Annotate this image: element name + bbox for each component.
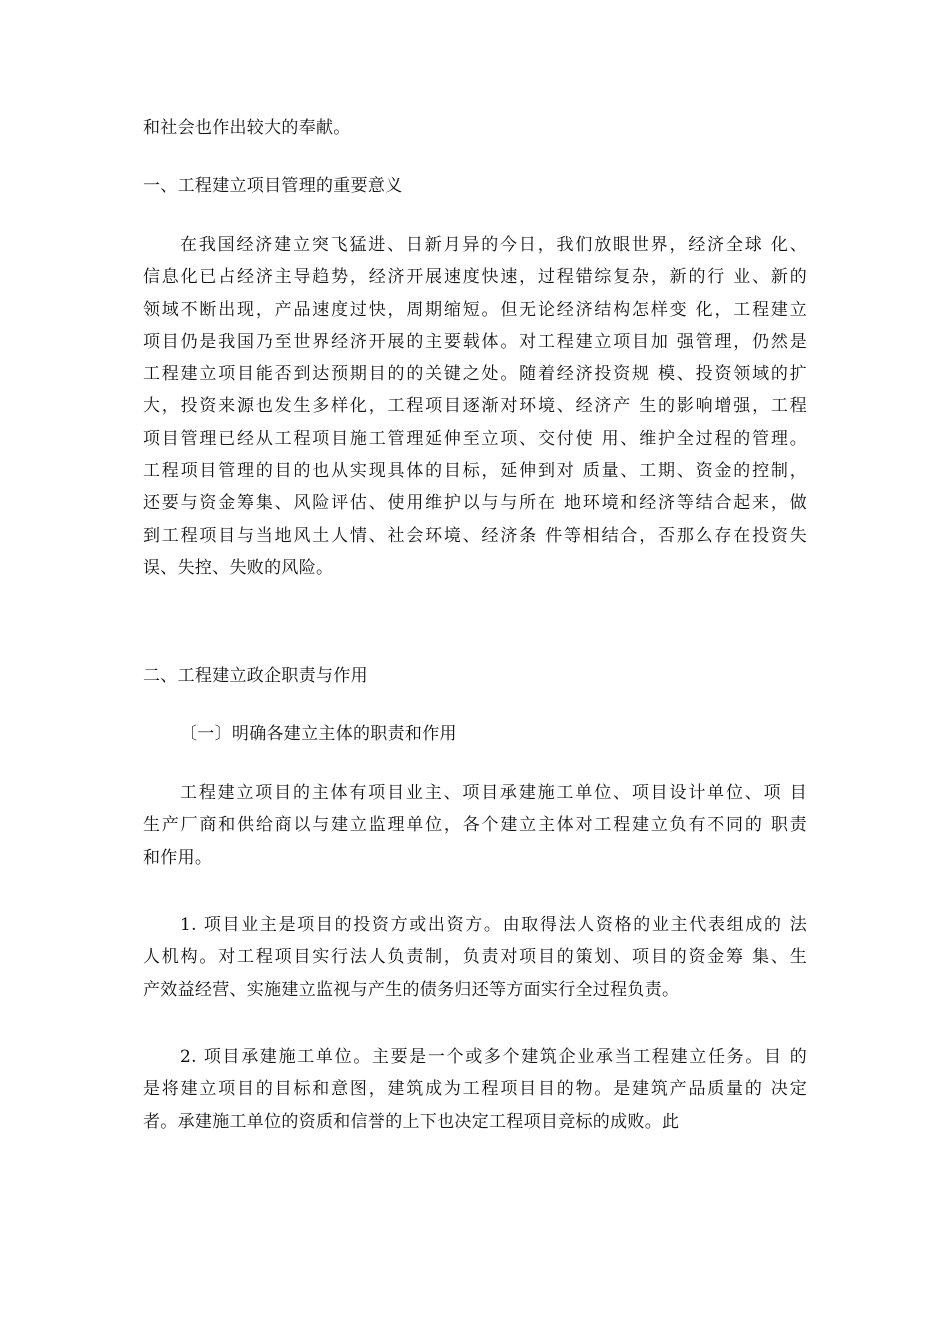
paragraph-contractor [143, 1041, 807, 1138]
paragraph-entities [143, 777, 807, 874]
heading-line: 二、工程建立政企职责与作用 [143, 666, 368, 686]
text-line: 领域不断出现，产品速度过快，周期缩短。但无论经济结构怎样变 化，工程建立 [143, 299, 807, 320]
text-line: 者。承建施工单位的资质和信誉的上下也决定工程项目竞标的成败。此 [143, 1111, 680, 1132]
text-line: 在我国经济建立突飞猛进、日新月异的今日，我们放眼世界，经济全球 化、 [180, 235, 807, 255]
paragraph-owner [143, 909, 807, 1006]
text-line: 项目仍是我国乃至世界经济开展的主要载体。对工程建立项目加 强管理，仍然是 [143, 331, 807, 352]
paragraph-continuation [143, 112, 807, 144]
text-line: 产效益经营、实施建立监视与产生的债务归还等方面实行全过程负责。 [143, 979, 680, 1000]
text-line: 是将建立项目的目标和意图，建筑成为工程项目目的物。是建筑产品质量的 决定 [143, 1079, 807, 1100]
text-line: 项目管理已经从工程项目施工管理延伸至立项、交付使 用、维护全过程的管理。 [143, 428, 807, 449]
text-line: 和社会也作出较大的奉献。 [143, 118, 351, 138]
text-line: 信息化已占经济主导趋势，经济开展速度快速，过程错综复杂，新的行 业、新的 [143, 267, 807, 288]
paragraph-significance [143, 229, 807, 584]
heading-line: 〔一〕明确各建立主体的职责和作用 [180, 724, 457, 744]
text-line: 生产厂商和供给商以与建立监理单位，各个建立主体对工程建立负有不同的 职责 [143, 815, 807, 836]
text-line: 人机构。对工程项目实行法人负责制，负责对项目的策划、项目的资金筹 集、生 [143, 947, 807, 968]
text-line: 1. 项目业主是项目的投资方或出资方。由取得法人资格的业主代表组成的 法 [180, 915, 807, 935]
subsection-heading-1 [143, 718, 807, 750]
text-line: 大，投资来源也发生多样化，工程项目逐渐对环境、经济产 生的影响增强，工程 [143, 396, 807, 417]
text-line: 和作用。 [143, 847, 213, 868]
text-line: 到工程项目与当地风土人情、社会环境、经济条 件等相结合，否那么存在投资失 [143, 525, 807, 546]
text-line: 工程建立项目能否到达预期目的的关键之处。随着经济投资规 模、投资领域的扩 [143, 364, 807, 385]
section-heading-2 [143, 660, 807, 692]
section-heading-1 [143, 170, 807, 202]
text-line: 工程建立项目的主体有项目业主、项目承建施工单位、项目设计单位、项 目 [180, 783, 807, 803]
text-line: 2. 项目承建施工单位。主要是一个或多个建筑企业承当工程建立任务。目 的 [180, 1047, 807, 1067]
text-line: 工程项目管理的目的也从实现具体的目标，延伸到对 质量、工期、资金的控制， [143, 461, 807, 482]
text-line: 误、失控、失败的风险。 [143, 557, 334, 578]
text-line: 还要与资金筹集、风险评估、使用维护以与与所在 地环境和经济等结合起来，做 [143, 493, 807, 514]
heading-line: 一、工程建立项目管理的重要意义 [143, 176, 403, 196]
